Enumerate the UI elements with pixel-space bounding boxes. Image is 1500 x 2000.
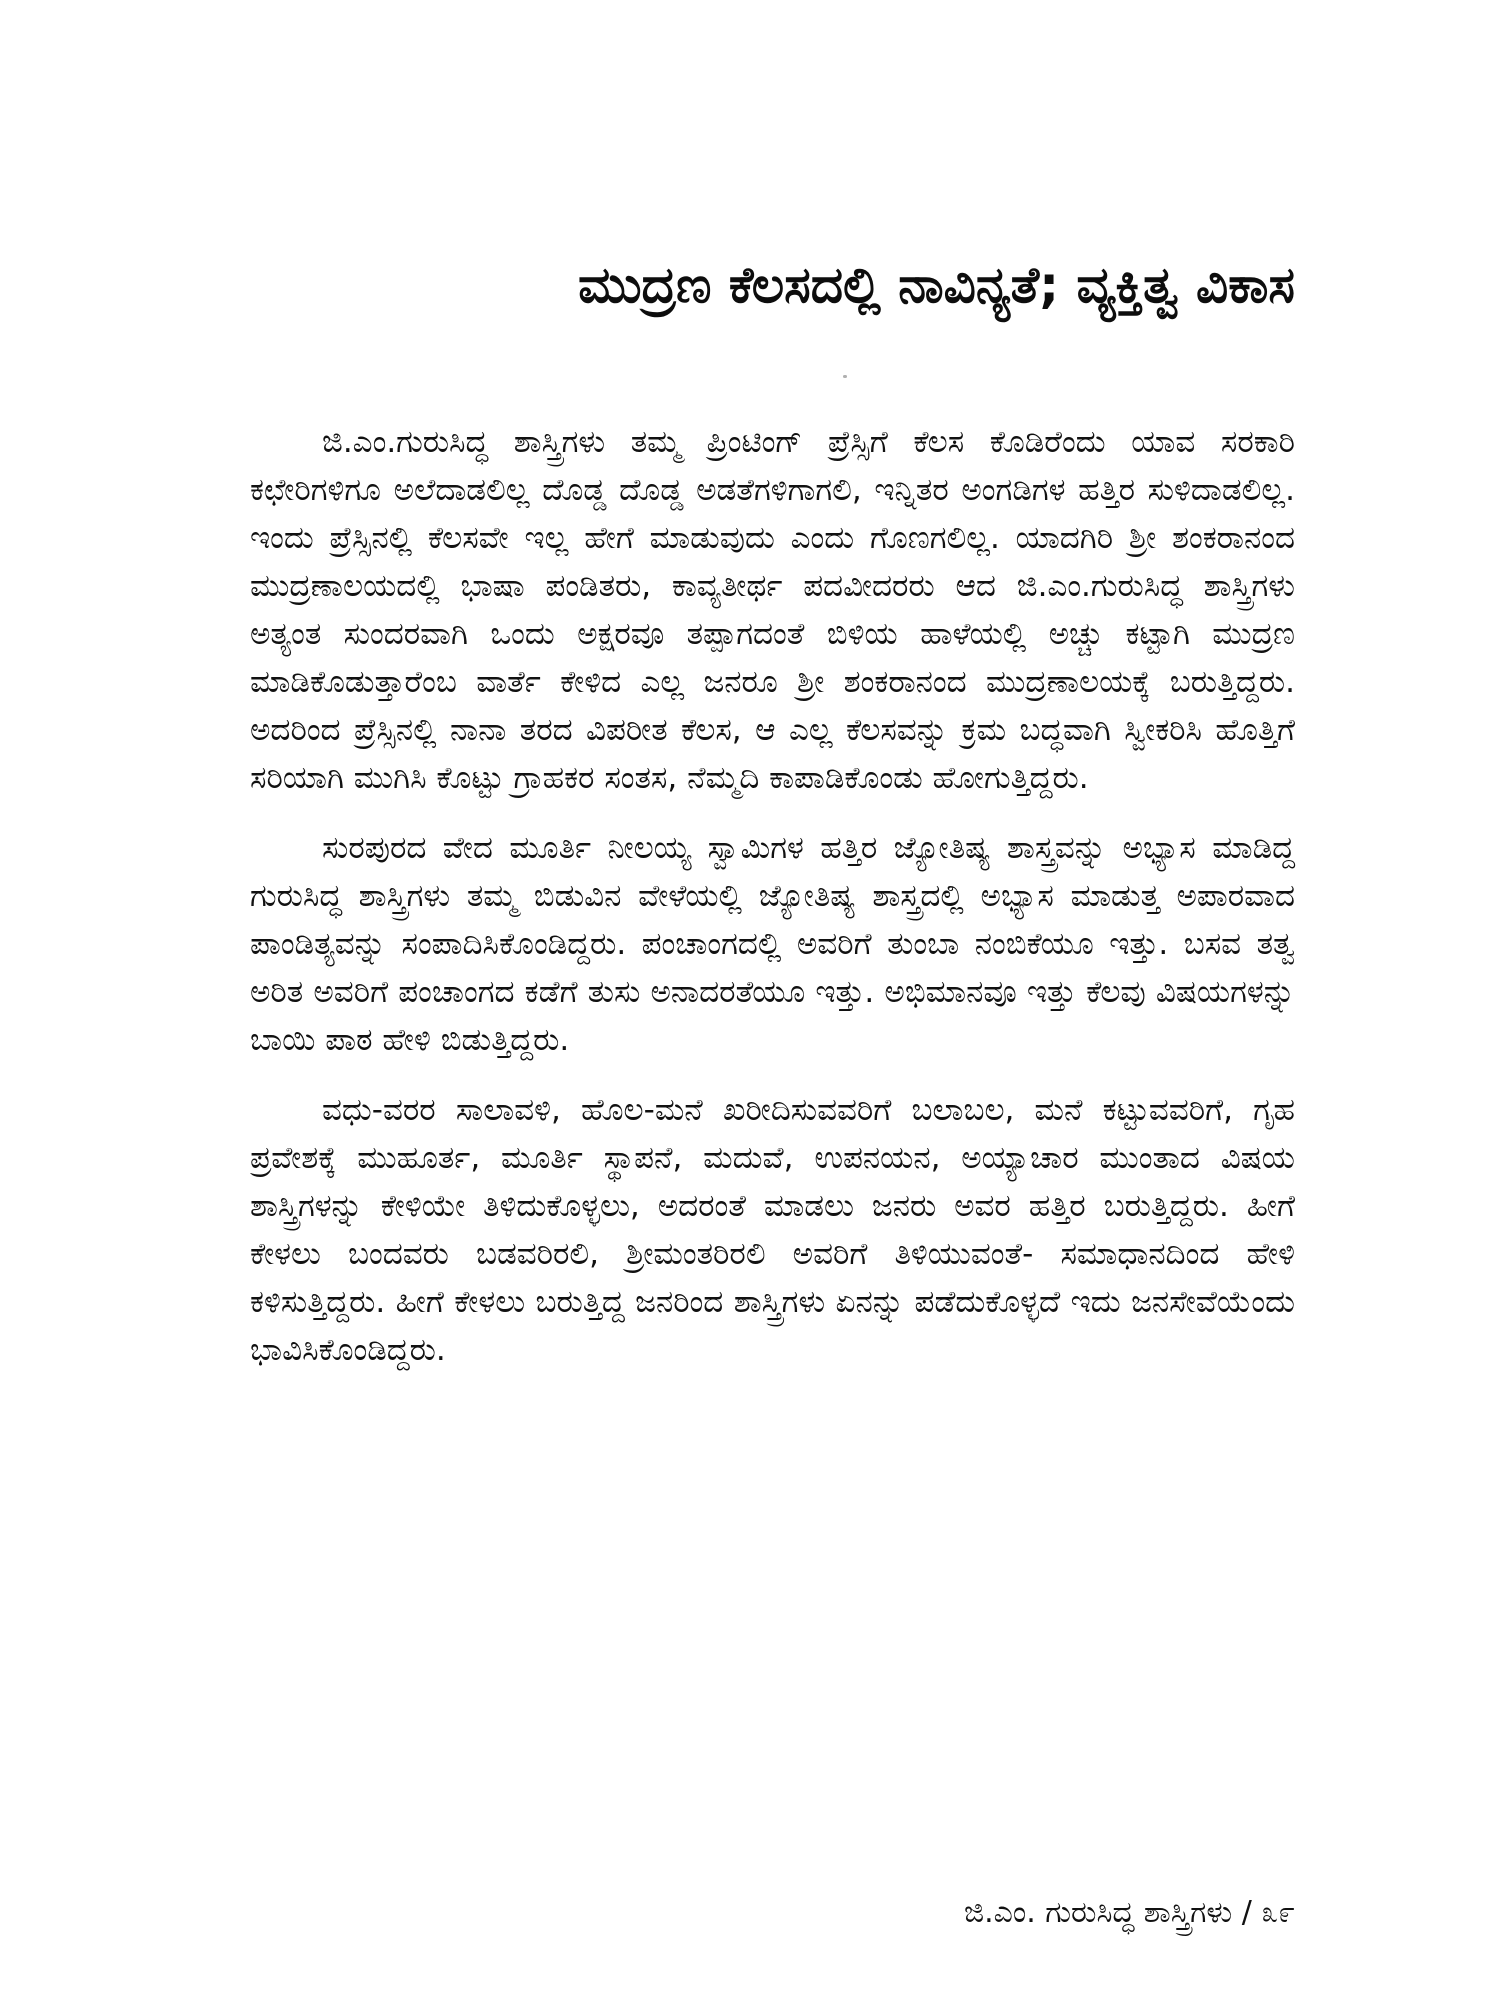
chapter-title: ಮುದ್ರಣ ಕೆಲಸದಲ್ಲಿ ನಾವಿನ್ಯತೆ; ವ್ಯಕ್ತಿತ್ವ ವಿಕಾಸ [578,256,1295,314]
paragraph-1: ಜಿ.ಎಂ.ಗುರುಸಿದ್ಧ ಶಾಸ್ತ್ರಿಗಳು ತಮ್ಮ ಪ್ರಿಂಟಿಂಗ್ ಪ್ರೆಸ್ಸಿಗೆ ಕೆಲಸ ಕೊಡಿರೆಂದು ಯಾವ ಸರಕಾರಿ ಕಛೇರಿಗಳಿಗೂ ಅಲೆದಾಡಲಿಲ್ಲ ದೊಡ್ಡ ದೊಡ್ಡ ಅಡತೆಗಳಿಗಾಗಲಿ, ಇನ್ನಿತರ ಅಂಗಡಿಗಳ ಹತ್ತಿರ ಸುಳಿದಾಡಲಿಲ್ಲ. ಇಂದು ಪ್ರೆಸ್ಸಿನಲ್ಲಿ ಕೆಲಸವೇ ಇಲ್ಲ ಹೇಗೆ ಮಾಡುವುದು ಎಂದು ಗೊಣಗಲಿಲ್ಲ. ಯಾದಗಿರಿ ಶ್ರೀ ಶಂಕರಾನಂದ ಮುದ್ರಣಾಲಯದಲ್ಲಿ ಭಾಷಾ ಪಂಡಿತರು, ಕಾವ್ಯತೀರ್ಥ ಪದವೀದರರು ಆದ ಜಿ.ಎಂ.ಗುರುಸಿದ್ಧ ಶಾಸ್ತ್ರಿಗಳು ಅತ್ಯಂತ ಸುಂದರವಾಗಿ ಒಂದು ಅಕ್ಷರವೂ ತಪ್ಪಾಗದಂತೆ ಬಿಳಿಯ ಹಾಳೆಯಲ್ಲಿ ಅಚ್ಚು ಕಟ್ಟಾಗಿ ಮುದ್ರಣ ಮಾಡಿಕೊಡುತ್ತಾರೆಂಬ ವಾರ್ತೆ ಕೇಳಿದ ಎಲ್ಲ ಜನರೂ ಶ್ರೀ ಶಂಕರಾನಂದ ಮುದ್ರಣಾಲಯಕ್ಕೆ ಬರುತ್ತಿದ್ದರು. ಅದರಿಂದ ಪ್ರೆಸ್ಸಿನಲ್ಲಿ ನಾನಾ ತರದ ವಿಪರೀತ ಕೆಲಸ, ಆ ಎಲ್ಲ ಕೆಲಸವನ್ನು ಕ್ರಮ ಬದ್ಧವಾಗಿ ಸ್ವೀಕರಿಸಿ ಹೊತ್ತಿಗೆ ಸರಿಯಾಗಿ ಮುಗಿಸಿ ಕೊಟ್ಟು ಗ್ರಾಹಕರ ಸಂತಸ, ನೆಮ್ಮದಿ ಕಾಪಾಡಿಕೊಂಡು ಹೋಗುತ್ತಿದ್ದರು. [250,424,1295,796]
running-footer-page-number: ಜಿ.ಎಂ. ಗುರುಸಿದ್ಧ ಶಾಸ್ತ್ರಿಗಳು / ೩೯ [963,1895,1295,1930]
body-text [250,418,1295,1396]
paragraph-3: ವಧು-ವರರ ಸಾಲಾವಳಿ, ಹೊಲ-ಮನೆ ಖರೀದಿಸುವವರಿಗೆ ಬಲಾಬಲ, ಮನೆ ಕಟ್ಟುವವರಿಗೆ, ಗೃಹ ಪ್ರವೇಶಕ್ಕೆ ಮುಹೂರ್ತ, ಮೂರ್ತಿ ಸ್ಥಾಪನೆ, ಮದುವೆ, ಉಪನಯನ, ಅಯ್ಯಾಚಾರ ಮುಂತಾದ ವಿಷಯ ಶಾಸ್ತ್ರಿಗಳನ್ನು ಕೇಳಿಯೇ ತಿಳಿದುಕೊಳ್ಳಲು, ಅದರಂತೆ ಮಾಡಲು ಜನರು ಅವರ ಹತ್ತಿರ ಬರುತ್ತಿದ್ದರು. ಹೀಗೆ ಕೇಳಲು ಬಂದವರು ಬಡವರಿರಲಿ, ಶ್ರೀಮಂತರಿರಲಿ ಅವರಿಗೆ ತಿಳಿಯುವಂತೆ- ಸಮಾಧಾನದಿಂದ ಹೇಳಿ ಕಳಿಸುತ್ತಿದ್ದರು. ಹೀಗೆ ಕೇಳಲು ಬರುತ್ತಿದ್ದ ಜನರಿಂದ ಶಾಸ್ತ್ರಿಗಳು ಏನನ್ನು ಪಡೆದುಕೊಳ್ಳದೆ ಇದು ಜನಸೇವೆಯೆಂದು ಭಾವಿಸಿಕೊಂಡಿದ್ದರು. [250,1092,1295,1368]
ink-speck [843,375,847,378]
paragraph-2: ಸುರಪುರದ ವೇದ ಮೂರ್ತಿ ನೀಲಯ್ಯ ಸ್ವಾಮಿಗಳ ಹತ್ತಿರ ಜ್ಯೋತಿಷ್ಯ ಶಾಸ್ತ್ರವನ್ನು ಅಭ್ಯಾಸ ಮಾಡಿದ್ದ ಗುರುಸಿದ್ಧ ಶಾಸ್ತ್ರಿಗಳು ತಮ್ಮ ಬಿಡುವಿನ ವೇಳೆಯಲ್ಲಿ ಜ್ಯೋತಿಷ್ಯ ಶಾಸ್ತ್ರದಲ್ಲಿ ಅಭ್ಯಾಸ ಮಾಡುತ್ತ ಅಪಾರವಾದ ಪಾಂಡಿತ್ಯವನ್ನು ಸಂಪಾದಿಸಿಕೊಂಡಿದ್ದರು. ಪಂಚಾಂಗದಲ್ಲಿ ಅವರಿಗೆ ತುಂಬಾ ನಂಬಿಕೆಯೂ ಇತ್ತು. ಬಸವ ತತ್ವ ಅರಿತ ಅವರಿಗೆ ಪಂಚಾಂಗದ ಕಡೆಗೆ ತುಸು ಅನಾದರತೆಯೂ ಇತ್ತು. ಅಭಿಮಾನವೂ ಇತ್ತು ಕೆಲವು ವಿಷಯಗಳನ್ನು ಬಾಯಿ ಪಾಠ ಹೇಳಿ ಬಿಡುತ್ತಿದ್ದರು. [250,830,1295,1058]
